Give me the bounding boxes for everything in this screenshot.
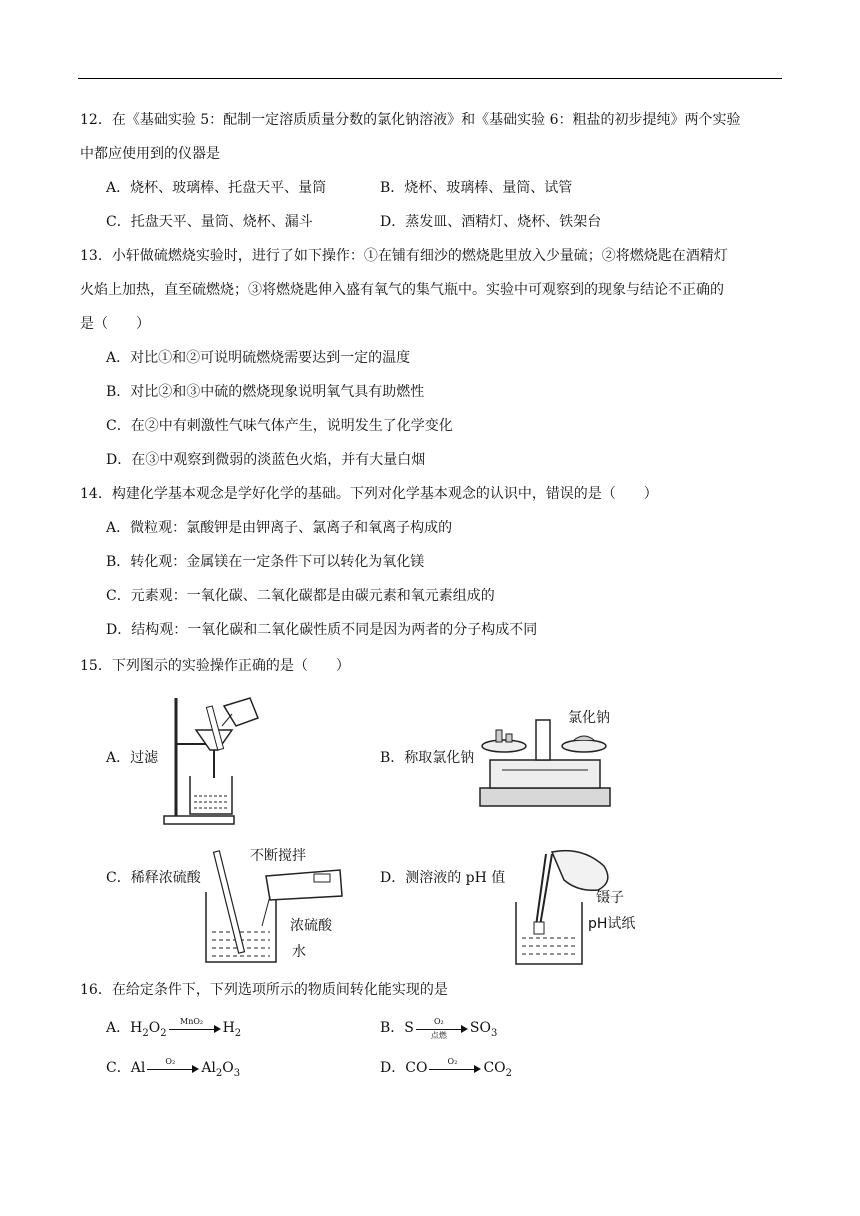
q13-option-a[interactable]: A．对比①和②可说明硫燃烧需要达到一定的温度 (106, 350, 411, 366)
q13-stem-line1: 13．小轩做硫燃烧实验时，进行了如下操作：①在铺有细沙的燃烧匙里放入少量硫；②将燃烧匙在酒精灯 (80, 248, 728, 264)
reaction-arrow: O₂ (147, 1061, 199, 1075)
q13-option-c[interactable]: C．在②中有刺激性气味气体产生，说明发生了化学变化 (106, 418, 453, 434)
q12-option-b[interactable]: B．烧杯、玻璃棒、量筒、试管 (380, 180, 573, 196)
header-rule (78, 78, 782, 79)
q12-option-c[interactable]: C．托盘天平、量筒、烧杯、漏斗 (106, 214, 313, 230)
stir-label: 不断搅拌 (250, 848, 306, 864)
q15-option-c[interactable]: C．稀释浓硫酸 (106, 870, 201, 886)
tweezers-label: 镊子 (596, 890, 624, 906)
q16-stem-line1: 16．在给定条件下，下列选项所示的物质间转化能实现的是 (80, 982, 448, 998)
water-label: 水 (292, 944, 306, 960)
q15-stem-line1: 15．下列图示的实验操作正确的是（ ） (80, 658, 350, 674)
q14-option-c[interactable]: C．元素观：一氧化碳、二氧化碳都是由碳元素和氧元素组成的 (106, 588, 495, 604)
reaction-arrow: MnO₂ (169, 1021, 221, 1035)
balance-label: 氯化钠 (568, 710, 610, 726)
filtration-figure (160, 692, 280, 828)
q15-option-a[interactable]: A．过滤 (106, 750, 159, 766)
q14-option-d[interactable]: D．结构观：一氧化碳和二氧化碳性质不同是因为两者的分子构成不同 (106, 622, 538, 638)
ph-test-figure (512, 846, 622, 970)
q16-option-b[interactable]: B．S O₂ 点燃 $SO_3$ (380, 1017, 498, 1040)
q12-option-d[interactable]: D．蒸发皿、酒精灯、烧杯、铁架台 (380, 214, 602, 230)
q12-stem-line1: 12．在《基础实验 5：配制一定溶质质量分数的氯化钠溶液》和《基础实验 6：粗盐的初步提纯》两个实验 (80, 112, 741, 128)
q16-option-d[interactable]: D．CO O₂ $CO_2$ (380, 1057, 513, 1079)
q13-option-d[interactable]: D．在③中观察到微弱的淡蓝色火焰，并有大量白烟 (106, 452, 426, 468)
q14-stem-line1: 14．构建化学基本观念是学好化学的基础。下列对化学基本观念的认识中，错误的是（ ） (80, 486, 658, 502)
q16-option-a[interactable]: A．$H_2O_2$ MnO₂ $H_2$ (106, 1017, 242, 1039)
q15-option-d[interactable]: D．测溶液的 pH 值 (380, 870, 506, 886)
reaction-arrow: O₂ 点燃 (416, 1021, 468, 1035)
q15-option-b[interactable]: B．称取氯化钠 (380, 750, 475, 766)
acid-label: 浓硫酸 (290, 918, 332, 934)
q14-option-a[interactable]: A．微粒观：氯酸钾是由钾离子、氯离子和氧离子构成的 (106, 520, 453, 536)
reaction-arrow: O₂ (429, 1061, 481, 1075)
ph-paper-label: pH试纸 (588, 916, 636, 932)
q16-option-c[interactable]: C．Al O₂ $Al_2O_3$ (106, 1057, 241, 1079)
q14-option-b[interactable]: B．转化观：金属镁在一定条件下可以转化为氧化镁 (106, 554, 425, 570)
q12-option-a[interactable]: A．烧杯、玻璃棒、托盘天平、量筒 (106, 180, 327, 196)
q12-stem-line2: 中都应使用到的仪器是 (80, 146, 220, 162)
q13-option-b[interactable]: B．对比②和③中硫的燃烧现象说明氧气具有助燃性 (106, 384, 425, 400)
q13-stem-line3: 是（ ） (80, 316, 150, 332)
q13-stem-line2: 火焰上加热，直至硫燃烧；③将燃烧匙伸入盛有氧气的集气瓶中。实验中可观察到的现象与结论不正确的 (80, 282, 724, 298)
